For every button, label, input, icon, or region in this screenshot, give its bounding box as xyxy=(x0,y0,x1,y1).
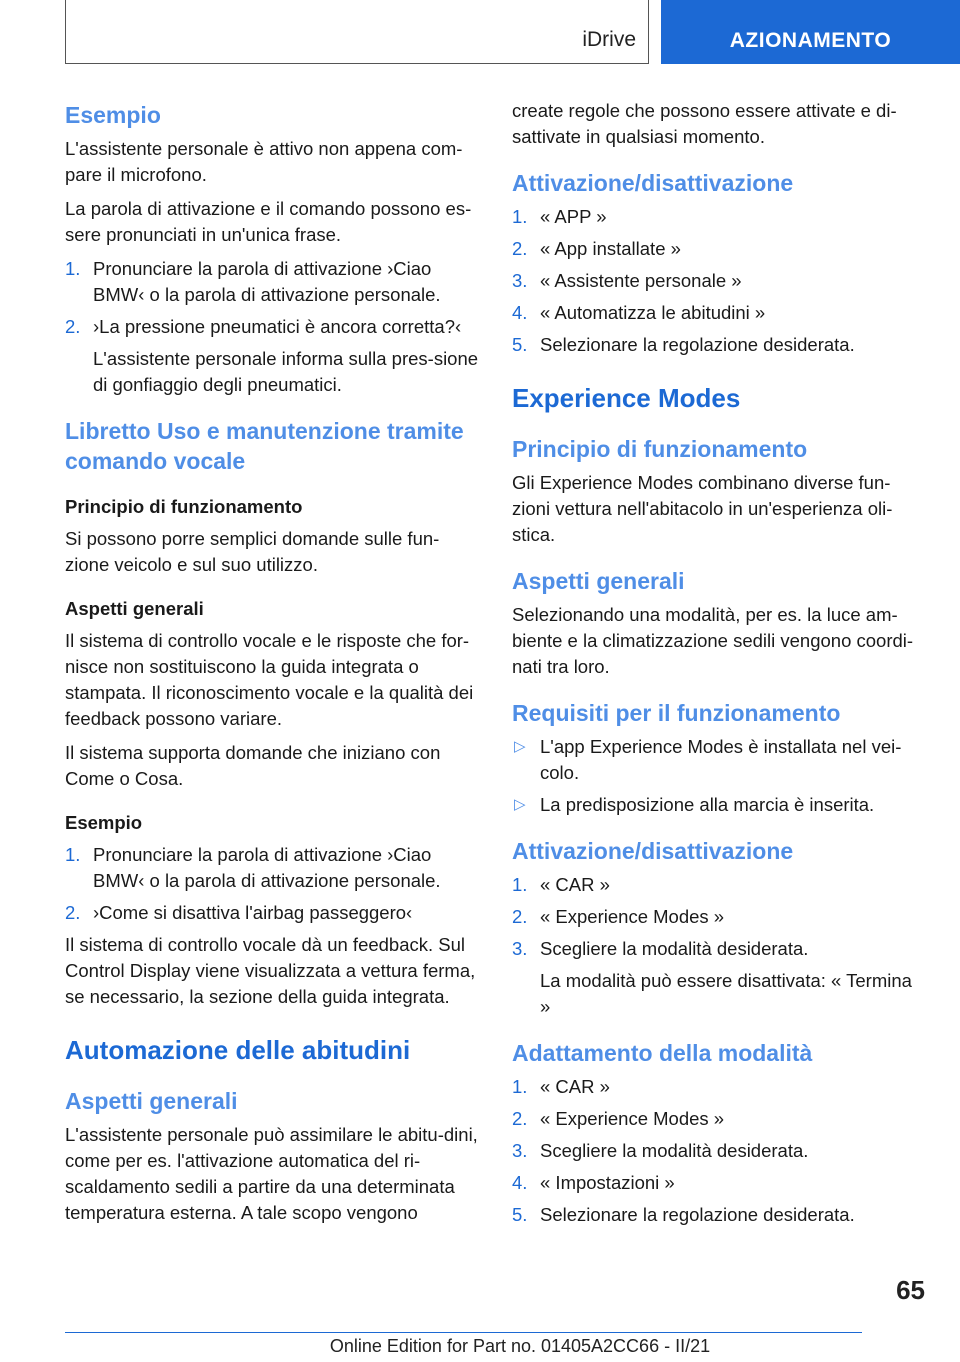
list-item xyxy=(65,314,480,340)
paragraph: L'assistente personale è attivo non appena com-pare il microfono. xyxy=(65,138,463,185)
step-text: « Impostazioni » xyxy=(540,1172,675,1193)
paragraph: Il sistema di controllo vocale e le risposte che for-nisce non sostituiscono la guida integrata o stampata. Il riconoscimento vocale e la qualità dei feedback possono variare. xyxy=(65,630,474,729)
list-item xyxy=(512,268,927,294)
heading-automazione: Automazione delle abitudini xyxy=(65,1035,411,1065)
step-text: « App installate » xyxy=(540,238,681,259)
step-text: Pronunciare la parola di attivazione ›Ciao BMW‹ o la parola di attivazione personale. xyxy=(93,258,441,305)
list-item xyxy=(512,332,927,358)
footer-divider xyxy=(65,1332,862,1333)
step-text: ›Come si disattiva l'airbag passeggero‹ xyxy=(93,902,413,923)
paragraph: Selezionando una modalità, per es. la luce am-biente e la climatizzazione sedili vengono coordi-nati tra loro. xyxy=(512,604,914,677)
step-text: « Experience Modes » xyxy=(540,1108,725,1129)
list-item xyxy=(512,1138,927,1164)
paragraph: L'assistente personale può assimilare le abitu-dini, come per es. l'attivazione automatica del ri-scaldamento sedili a partire da una determinata temperatura esterna. A tale scopo vengono xyxy=(65,1124,478,1223)
step-note: L'assistente personale informa sulla pres-sione di gonfiaggio degli pneumatici. xyxy=(93,348,479,395)
step-number: 2. xyxy=(512,1108,528,1129)
step-text: Scegliere la modalità desiderata. xyxy=(540,938,809,959)
step-text: Scegliere la modalità desiderata. xyxy=(540,1140,809,1161)
heading-requisiti: Requisiti per il funzionamento xyxy=(512,700,841,726)
paragraph: Gli Experience Modes combinano diverse fun-zioni vettura nell'abitacolo in un'esperienza oli-stica. xyxy=(512,472,893,545)
step-text: Selezionare la regolazione desiderata. xyxy=(540,334,855,355)
step-text: Pronunciare la parola di attivazione ›Ciao BMW‹ o la parola di attivazione personale. xyxy=(93,844,441,891)
heading-principio: Principio di funzionamento xyxy=(512,436,808,462)
step-number: 2. xyxy=(512,906,528,927)
footer-edition: Online Edition for Part no. 01405A2CC66 - II/21 xyxy=(329,1336,711,1356)
heading-esempio: Esempio xyxy=(65,102,161,128)
step-number: 1. xyxy=(512,1076,528,1097)
header-chapter-tab: AZIONAMENTO xyxy=(661,0,960,64)
step-number: 1. xyxy=(65,258,81,279)
heading-experience-modes: Experience Modes xyxy=(512,383,741,413)
list-item xyxy=(512,1106,927,1132)
step-number: 5. xyxy=(512,334,528,355)
heading-adattamento: Adattamento della modalità xyxy=(512,1040,813,1066)
step-note: La modalità può essere disattivata: « Termina » xyxy=(540,970,912,1017)
step-text: « Automatizza le abitudini » xyxy=(540,302,766,323)
list-item xyxy=(65,842,480,894)
paragraph: Il sistema supporta domande che iniziano con Come o Cosa. xyxy=(65,742,441,789)
step-text: « Experience Modes » xyxy=(540,906,725,927)
step-number: 4. xyxy=(512,1172,528,1193)
step-text: ›La pressione pneumatici è ancora corretta?‹ xyxy=(93,316,462,337)
step-text: « CAR » xyxy=(540,874,610,895)
paragraph: La parola di attivazione e il comando possono es-sere pronunciati in un'unica frase. xyxy=(65,198,472,245)
right-column xyxy=(512,98,927,1234)
list-item xyxy=(65,256,480,308)
list-item xyxy=(512,904,927,930)
paragraph: Si possono porre semplici domande sulle fun-zione veicolo e sul suo utilizzo. xyxy=(65,528,440,575)
step-number: 1. xyxy=(512,874,528,895)
list-item xyxy=(512,734,927,786)
list-item xyxy=(512,300,927,326)
list-item xyxy=(512,1170,927,1196)
step-number: 3. xyxy=(512,938,528,959)
step-number: 2. xyxy=(65,316,81,337)
heading-aspetti: Aspetti generali xyxy=(512,568,685,594)
heading-attivazione-2: Attivazione/disattivazione xyxy=(512,838,794,864)
list-item xyxy=(512,1074,927,1100)
heading-aspetti: Aspetti generali xyxy=(65,598,204,619)
step-number: 4. xyxy=(512,302,528,323)
heading-attivazione: Attivazione/disattivazione xyxy=(512,170,794,196)
list-item xyxy=(512,792,927,818)
step-number: 3. xyxy=(512,270,528,291)
header-section-label: iDrive xyxy=(582,28,636,51)
heading-libretto: Libretto Uso e manutenzione tramite comando vocale xyxy=(65,418,464,474)
step-number: 1. xyxy=(65,844,81,865)
step-number: 2. xyxy=(65,902,81,923)
list-item xyxy=(65,900,480,926)
step-number: 2. xyxy=(512,238,528,259)
heading-aspetti-generali: Aspetti generali xyxy=(65,1088,238,1114)
list-item xyxy=(512,204,927,230)
requirement-text: La predisposizione alla marcia è inserita. xyxy=(540,794,875,815)
triangle-bullet-icon: ▷ xyxy=(514,738,526,755)
step-number: 3. xyxy=(512,1140,528,1161)
list-item xyxy=(512,1202,927,1228)
paragraph: create regole che possono essere attivate e di-sattivate in qualsiasi momento. xyxy=(512,100,897,147)
list-item xyxy=(512,872,927,898)
step-text: « Assistente personale » xyxy=(540,270,742,291)
step-text: Selezionare la regolazione desiderata. xyxy=(540,1204,855,1225)
left-column xyxy=(65,100,480,1234)
step-number: 1. xyxy=(512,206,528,227)
page-number: 65 xyxy=(896,1275,925,1305)
list-item xyxy=(512,236,927,262)
step-text: « APP » xyxy=(540,206,607,227)
list-item xyxy=(512,936,927,962)
step-number: 5. xyxy=(512,1204,528,1225)
heading-esempio-2: Esempio xyxy=(65,812,143,833)
paragraph: Il sistema di controllo vocale dà un feedback. Sul Control Display viene visualizzata a vettura ferma, se necessario, la sezione della guida integrata. xyxy=(65,934,476,1007)
requirement-text: L'app Experience Modes è installata nel vei-colo. xyxy=(540,736,902,783)
triangle-bullet-icon: ▷ xyxy=(514,796,526,813)
header-box xyxy=(65,0,649,64)
heading-principio: Principio di funzionamento xyxy=(65,496,303,517)
step-text: « CAR » xyxy=(540,1076,610,1097)
